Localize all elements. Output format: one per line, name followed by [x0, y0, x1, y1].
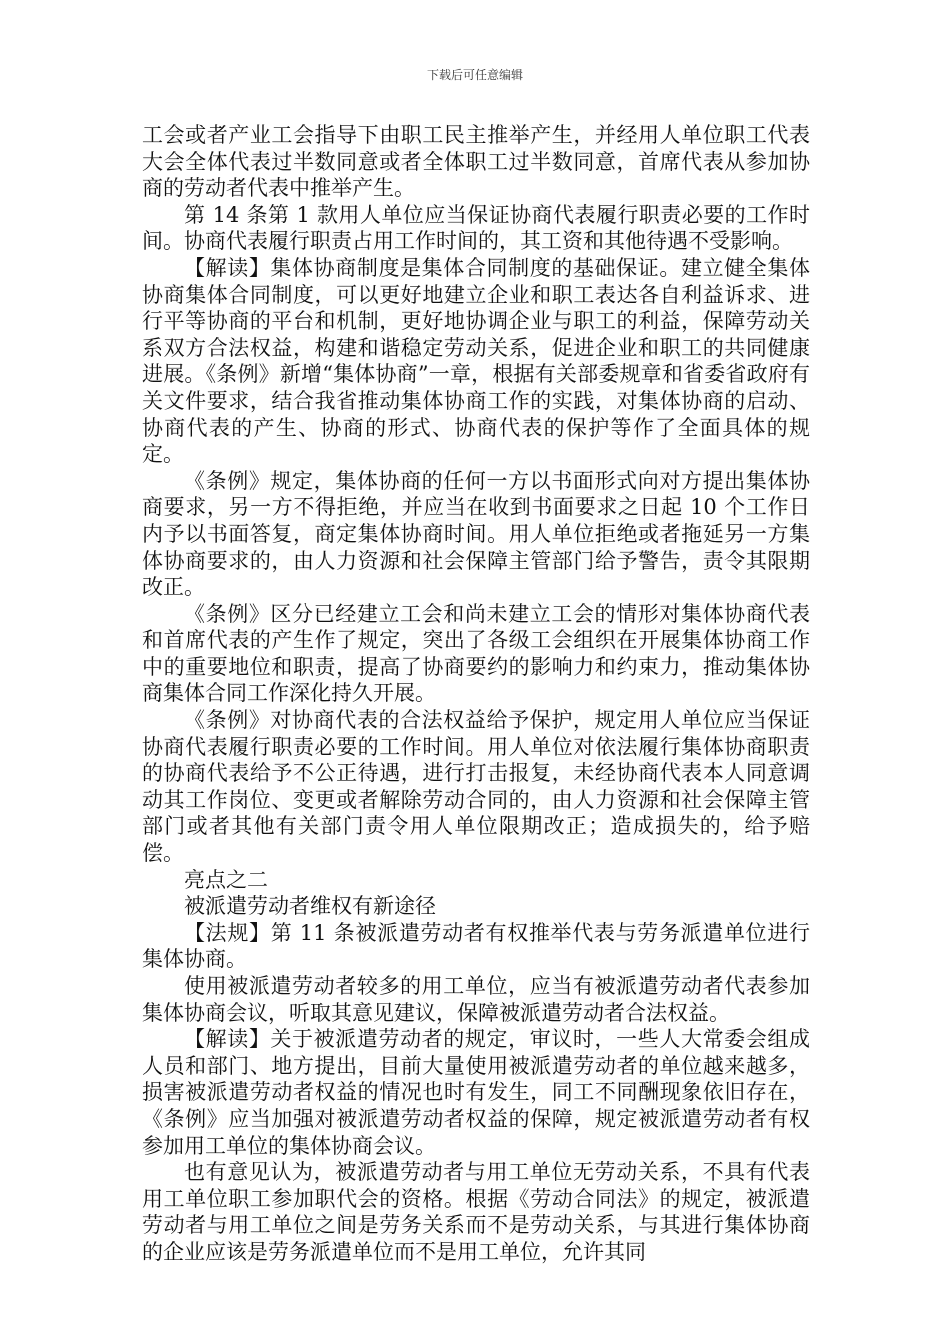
section-heading: 亮点之二 — [184, 867, 268, 892]
page-header: 下载后可任意编辑 — [426, 68, 523, 82]
paragraph: 使用被派遣劳动者较多的用工单位，应当有被派遣劳动者代表参加集体协商会议，听取其意见建议，保障被派遣劳动者合法权益。 — [142, 974, 810, 1025]
paragraph: 第 14 条第 1 款用人单位应当保证协商代表履行职责必要的工作时间。协商代表履行职责占用工作时间的，其工资和其他待遇不受影响。 — [142, 202, 810, 254]
paragraph: 【法规】第 11 条被派遣劳动者有权推举代表与劳务派遣单位进行集体协商。 — [142, 920, 810, 972]
paragraph: 《条例》规定，集体协商的任何一方以书面形式向对方提出集体协商要求，另一方不得拒绝，并应当在收到书面要求之日起 10 个工作日内予以书面答复，商定集体协商时间。用人单位拒绝或者拖延另一方集体协商要求的，由人力资源和社会保障主管部门给予警告，责令其限期改正。 — [142, 468, 810, 600]
section-subheading: 被派遣劳动者维权有新途径 — [184, 894, 436, 919]
paragraph: 工会或者产业工会指导下由职工民主推举产生，并经用人单位职工代表大会全体代表过半数同意或者全体职工过半数同意，首席代表从参加协商的劳动者代表中推举产生。 — [142, 123, 810, 201]
paragraph: 【解读】关于被派遣劳动者的规定，审议时，一些人大常委会组成人员和部门、地方提出，目前大量使用被派遣劳动者的单位越来越多，损害被派遣劳动者权益的情况也时有发生，同工不同酬现象依旧存在，《条例》应当加强对被派遣劳动者权益的保障，规定被派遣劳动者有权参加用工单位的集体协商会议。 — [142, 1027, 810, 1158]
paragraph: 《条例》区分已经建立工会和尚未建立工会的情形对集体协商代表和首席代表的产生作了规定，突出了各级工会组织在开展集体协商工作中的重要地位和职责，提高了协商要约的影响力和约束力，推动集体协商集体合同工作深化持久开展。 — [142, 601, 810, 706]
document-body — [142, 122, 810, 1266]
paragraph: 《条例》对协商代表的合法权益给予保护，规定用人单位应当保证协商代表履行职责必要的工作时间。用人单位对依法履行集体协商职责的协商代表给予不公正待遇，进行打击报复，未经协商代表本人同意调动其工作岗位、变更或者解除劳动合同的，由人力资源和社会保障主管部门或者其他有关部门责令用人单位限期改正；造成损失的，给予赔偿。 — [142, 708, 810, 866]
paragraph: 【解读】集体协商制度是集体合同制度的基础保证。建立健全集体协商集体合同制度，可以更好地建立企业和职工表达各自利益诉求、进行平等协商的平台和机制，更好地协调企业与职工的利益，保障劳动关系双方合法权益，构建和谐稳定劳动关系，促进企业和职工的共同健康进展。《条例》新增“集体协商”一章，根据有关部委规章和省委省政府有关文件要求，结合我省推动集体协商工作的实践，对集体协商的启动、协商代表的产生、协商的形式、协商代表的保护等作了全面具体的规定。 — [142, 255, 810, 467]
paragraph: 也有意见认为，被派遣劳动者与用工单位无劳动关系，不具有代表用工单位职工参加职代会的资格。根据《劳动合同法》的规定，被派遣劳动者与用工单位之间是劳务关系而不是劳动关系，与其进行集体协商的企业应该是劳务派遣单位而不是用工单位，允许其同 — [142, 1160, 810, 1264]
